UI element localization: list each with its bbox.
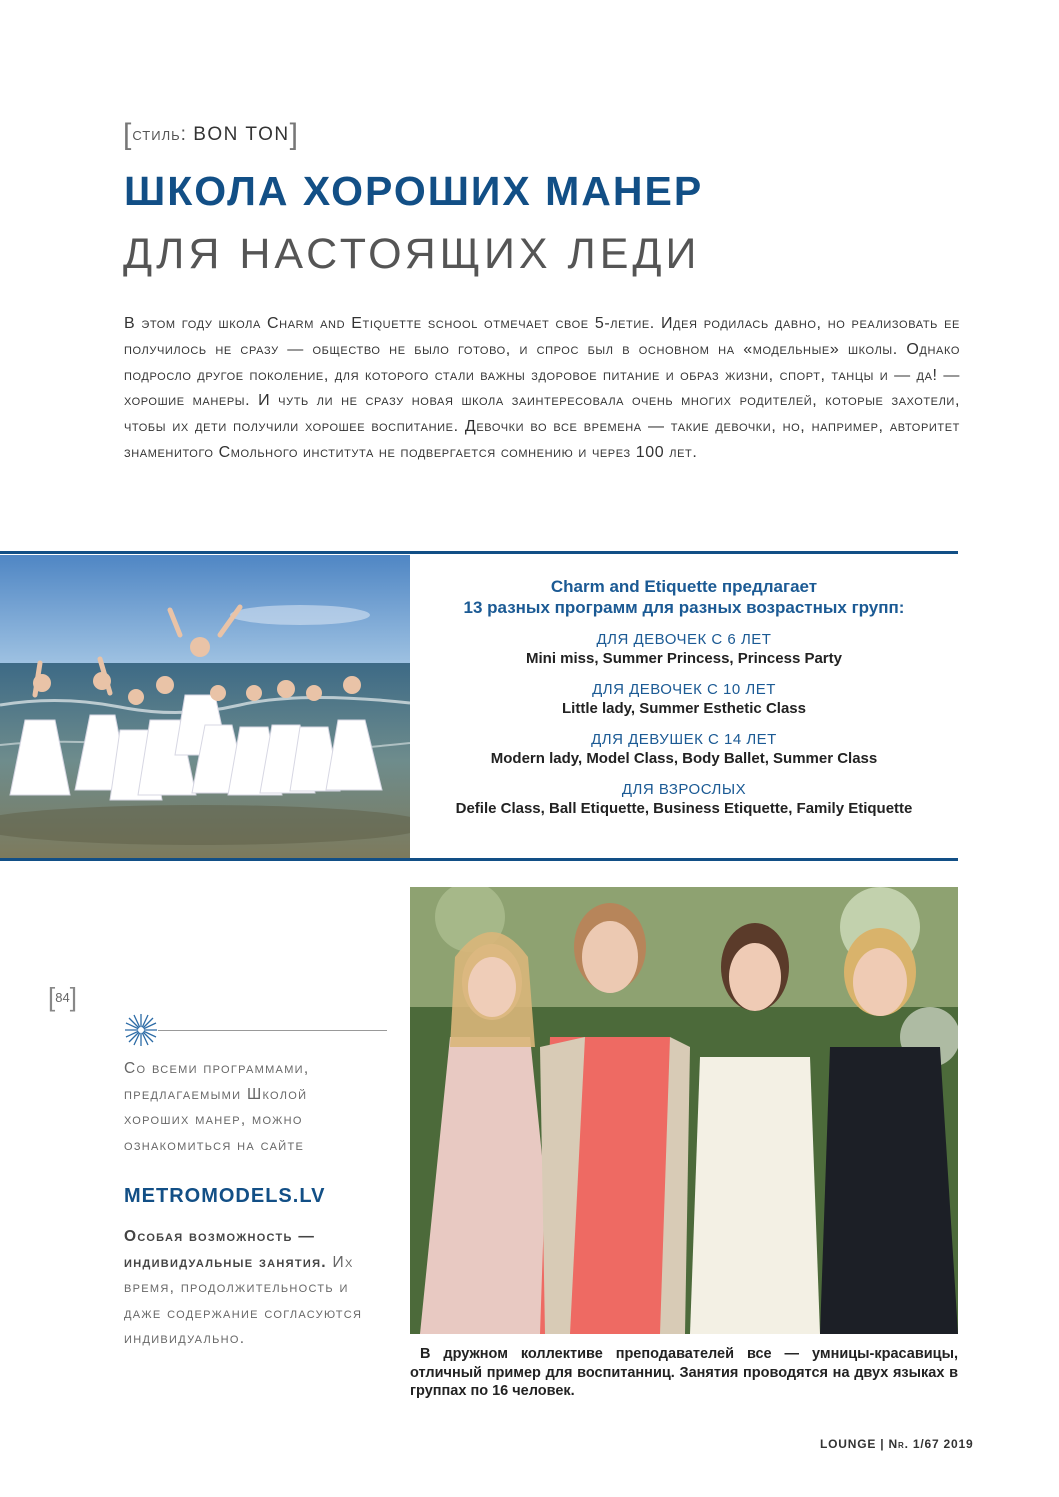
programme-group — [410, 781, 958, 818]
website-link[interactable]: METROMODELS.LV — [124, 1185, 326, 1207]
programme-group — [410, 631, 958, 668]
programme-group-items: Modern lady, Model Class, Body Ballet, Summer Class — [490, 750, 878, 767]
intro-paragraph: В этом году школа Charm and Etiquette school отмечает свое 5-летие. Идея родилась давно, но реализовать ее получилось не сразу — общество не было готово, и спрос был в основном на «модельные» школы. Однако подросло другое поколение, для которого стали важны здоровое питание и образ жизни, спорт, танцы и — да! — хорошие манеры. И чуть ли не сразу новая школа заинтересовала очень многих родителей, которые захотели, чтобы их дети получили хорошее воспитание. Девочки во все времена — такие девочки, но, например, авторитет знаменитого Смольного института не подвергается сомнению и через 100 лет. — [124, 315, 960, 461]
programmes-heading-2: 13 разных программ для разных возрастных групп: — [463, 598, 905, 617]
page-number — [48, 982, 77, 1013]
sidebar-rule — [158, 1030, 387, 1031]
programmes-heading-1: Charm and Etiquette предлагает — [550, 577, 818, 596]
programme-group-items: Little lady, Summer Esthetic Class — [562, 700, 806, 717]
page-number-open-bracket: [ — [48, 982, 56, 1012]
sidebar-special-bold: Особая возможность — индивидуальные занятия. — [124, 1228, 327, 1271]
sidebar-text: Со всеми программами, предлагаемыми Школой хороших манер, можно ознакомиться на сайте — [124, 1060, 310, 1154]
programmes-box — [410, 576, 958, 818]
sunburst-icon — [124, 1013, 158, 1047]
programme-group-label: ДЛЯ ДЕВОЧЕК С 6 ЛЕТ — [596, 631, 772, 648]
programme-group — [410, 731, 958, 768]
sidebar-special-text: Их время, продолжительность и даже содержание согласуются индивидуально. — [124, 1253, 363, 1347]
sidebar-special — [124, 1224, 374, 1352]
programme-group-label: ДЛЯ ВЗРОСЛЫХ — [621, 781, 747, 798]
rubric-open-bracket: [ — [123, 118, 133, 151]
girls-beach-photo — [0, 555, 410, 859]
programme-group-label: ДЛЯ ДЕВОЧЕК С 10 ЛЕТ — [592, 681, 776, 698]
programme-group-items: Mini miss, Summer Princess, Princess Party — [526, 650, 842, 667]
photo-caption: В дружном коллективе преподавателей все — умницы-красавицы, отличный пример для воспитанниц. Занятия проводятся на двух языках в группах по 16 человек. — [410, 1346, 958, 1399]
page-number-close-bracket: ] — [69, 982, 77, 1012]
programme-group-items: Defile Class, Ball Etiquette, Business Etiquette, Family Etiquette — [455, 800, 913, 817]
rubric-close-bracket: ] — [289, 118, 299, 151]
programme-group — [410, 681, 958, 718]
rubric-name: BON TON — [193, 124, 290, 145]
top-divider — [0, 551, 958, 554]
bottom-divider — [0, 858, 958, 861]
page-number-value: 84 — [55, 990, 70, 1005]
section-rubric — [123, 118, 299, 152]
rubric-label: стиль: — [132, 124, 187, 145]
article-subtitle: ДЛЯ НАСТОЯЩИХ ЛЕДИ — [123, 230, 701, 278]
article-title: ШКОЛА ХОРОШИХ МАНЕР — [124, 168, 704, 214]
programme-group-label: ДЛЯ ДЕВУШЕК С 14 ЛЕТ — [591, 731, 777, 748]
magazine-footer: LOUNGE | Nr. 1/67 2019 — [820, 1437, 974, 1451]
teachers-group-photo — [410, 887, 958, 1334]
